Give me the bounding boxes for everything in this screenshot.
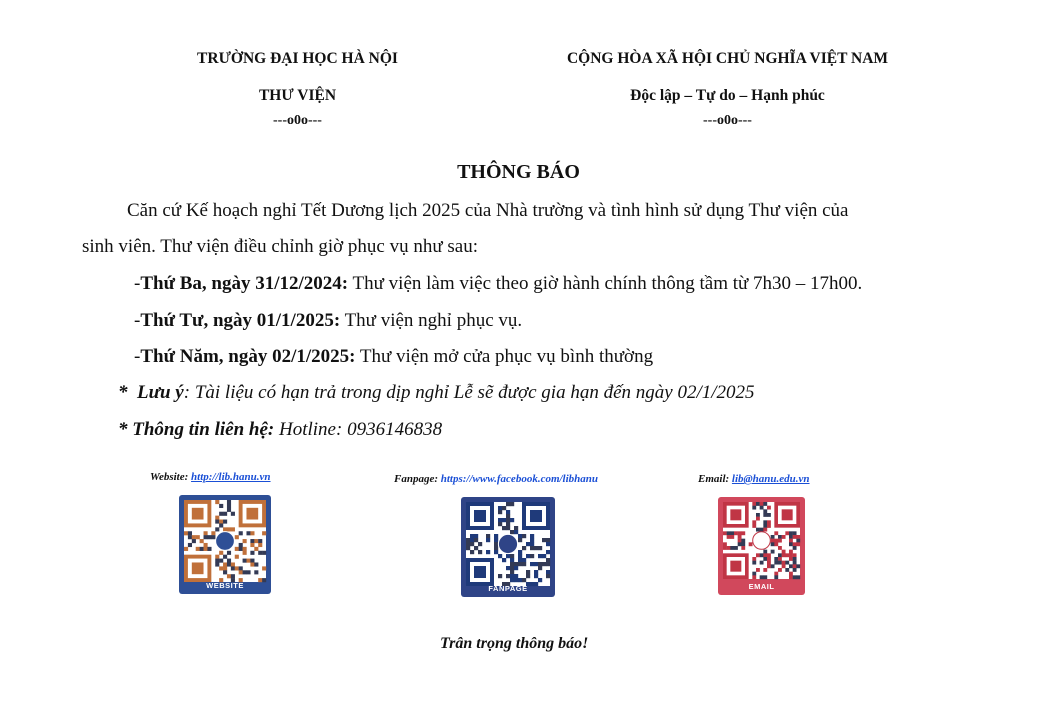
email-caption [698,473,810,485]
note-prefix: * [118,382,137,403]
email-qr-label: EMAIL [748,582,775,591]
library-name: THƯ VIỆN [258,87,337,104]
item-day: Thứ Ba, ngày 31/12/2024: [140,273,349,294]
email-qr-graphic [718,497,805,595]
email-qr-code[interactable] [718,497,805,595]
email-link[interactable]: lib@hanu.edu.vn [731,473,810,485]
note-line [118,382,755,404]
intro-line-2: sinh viên. Thư viện điều chỉnh giờ phục vụ như sau: [82,236,478,257]
fanpage-qr-code[interactable] [461,497,555,597]
item-text: Thư viện mở cửa phục vụ bình thường [355,346,654,367]
national-motto: Độc lập – Tự do – Hạnh phúc [630,87,825,104]
fanpage-caption [394,473,598,485]
item-day: Thứ Năm, ngày 02/1/2025: [140,346,356,367]
item-dash: - [134,273,141,294]
item-dash: - [134,310,141,331]
contact-hotline: Hotline: 0936146838 [274,419,443,440]
note-text: : Tài liệu có hạn trả trong dịp nghỉ Lễ sẽ được gia hạn đến ngày 02/1/2025 [183,382,755,403]
website-qr-code[interactable] [179,495,271,594]
item-dash: - [134,346,141,367]
website-qr-graphic [179,495,271,594]
schedule-item-1 [134,273,862,295]
website-caption [150,471,271,483]
fanpage-qr-graphic [461,497,555,597]
right-separator: ---o0o--- [703,113,752,128]
contact-label: * Thông tin liên hệ: [118,419,275,440]
website-link[interactable]: http://lib.hanu.vn [191,471,271,483]
item-text: Thư viện làm việc theo giờ hành chính thông tầm từ 7h30 – 17h00. [348,273,863,294]
fanpage-caption-label: Fanpage: [394,473,438,485]
school-name: TRƯỜNG ĐẠI HỌC HÀ NỘI [197,50,398,67]
contact-line [118,419,442,441]
item-day: Thứ Tư, ngày 01/1/2025: [140,310,341,331]
item-text: Thư viện nghỉ phục vụ. [340,310,523,331]
fanpage-qr-label: FANPAGE [488,584,528,593]
note-label: Lưu ý [137,382,184,403]
email-caption-label: Email: [698,473,730,485]
left-separator: ---o0o--- [273,113,322,128]
closing-text: Trân trọng thông báo! [440,635,589,652]
website-caption-label: Website: [150,471,189,483]
fanpage-link[interactable]: https://www.facebook.com/libhanu [440,473,599,485]
schedule-item-2 [134,310,522,332]
schedule-item-3 [134,346,653,368]
notice-title: THÔNG BÁO [457,161,580,183]
nation-name: CỘNG HÒA XÃ HỘI CHỦ NGHĨA VIỆT NAM [566,50,889,67]
intro-line-1: Căn cứ Kế hoạch nghỉ Tết Dương lịch 2025 của Nhà trường và tình hình sử dụng Thư viện của [127,200,849,221]
website-qr-label: WEBSITE [206,581,244,590]
